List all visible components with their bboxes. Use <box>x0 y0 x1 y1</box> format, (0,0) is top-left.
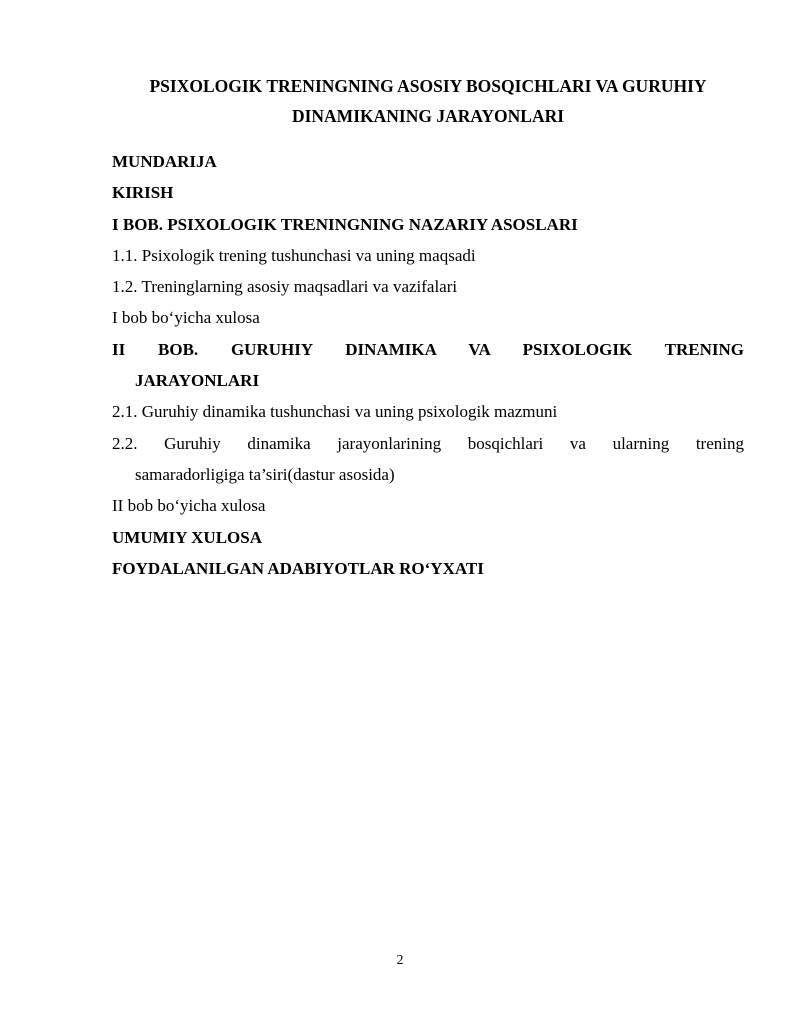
toc-item-chapter-2-cont: JARAYONLARI <box>135 371 260 391</box>
toc-item-chapter-1-conclusion: I bob bo‘yicha xulosa <box>112 308 260 328</box>
toc-item-kirish: KIRISH <box>112 183 174 203</box>
toc-item-2-2-cont: samaradorligiga ta’siri(dastur asosida) <box>135 464 395 484</box>
toc-item-2-1: 2.1. Guruhiy dinamika tushunchasi va uning psixologik mazmuni <box>112 402 558 422</box>
toc-item-chapter-2-conclusion: II bob bo‘yicha xulosa <box>112 496 266 516</box>
toc-item-1-2: 1.2. Treninglarning asosiy maqsadlari va vazifalari <box>112 277 458 297</box>
toc-item-references: FOYDALANILGAN ADABIYOTLAR RO‘YXATI <box>112 558 484 578</box>
page-number: 2 <box>396 953 404 968</box>
title-line-1: PSIXOLOGIK TRENINGNING ASOSIY BOSQICHLARI VA GURUHIY <box>149 76 707 96</box>
toc-item-chapter-2: II BOB. GURUHIY DINAMIKA VA PSIXOLOGIK TRENING <box>112 339 744 359</box>
toc-heading: MUNDARIJA <box>112 152 217 171</box>
title-line-2: DINAMIKANING JARAYONLARI <box>291 106 565 126</box>
toc-item-1-1: 1.1. Psixologik trening tushunchasi va uning maqsadi <box>112 245 476 265</box>
toc-item-2-2: 2.2. Guruhiy dinamika jarayonlarining bosqichlari va ularning trening <box>112 433 744 453</box>
toc-item-general-conclusion: UMUMIY XULOSA <box>112 527 263 547</box>
toc-item-chapter-1: I BOB. PSIXOLOGIK TRENINGNING NAZARIY ASOSLARI <box>112 214 578 234</box>
document-title <box>112 71 744 131</box>
table-of-contents <box>112 146 744 584</box>
